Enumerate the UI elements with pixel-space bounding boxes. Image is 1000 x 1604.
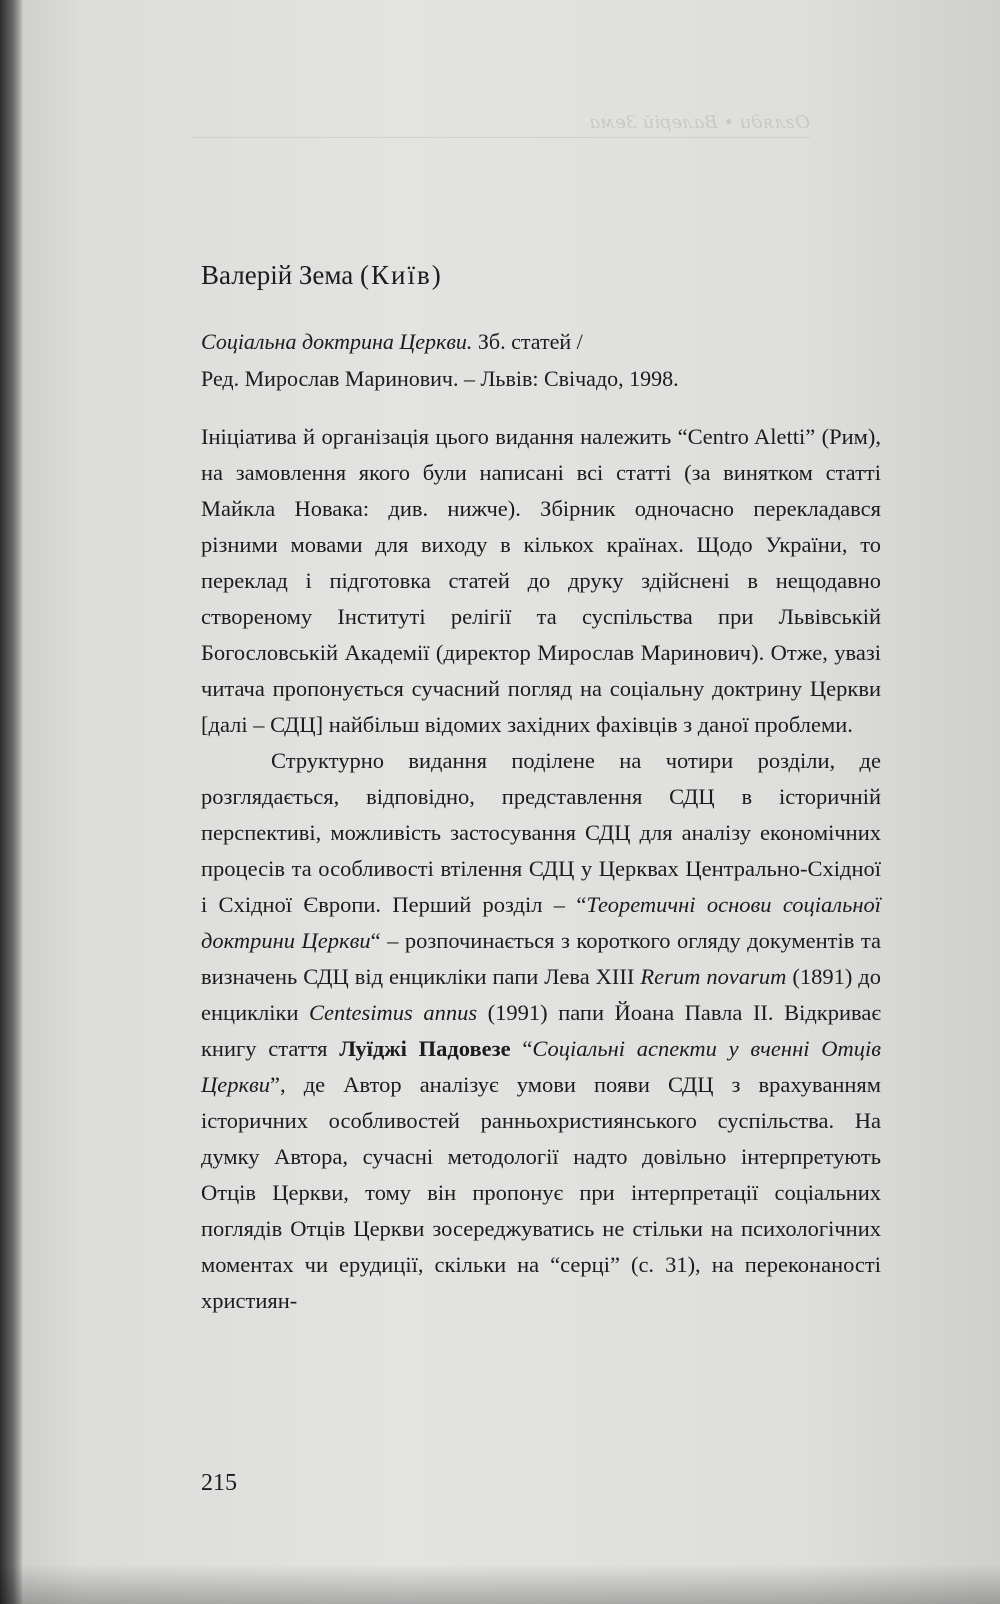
book-spine-shadow	[0, 0, 22, 1604]
book-title: Соціальна доктрина Церкви.	[201, 329, 473, 355]
encyclical-centesimus-annus: Centesimus annus	[309, 1000, 478, 1026]
author-name: Валерій Зема	[201, 260, 354, 290]
structure-text-6: ”, де Автор аналізує умови появи СДЦ з врахуванням історичних особливостей ранньохристиянського суспільства. На думку Автора, сучасні методології надто довільно інтерпретують Отців Церкви, тому він пропонує при інтерпретації соціальних поглядів Отців Церкви зосереджуватись не стільки на психологічних моментах чи ерудиції, скільки на “серці” (с. 31), на переконаності християн-	[201, 1072, 881, 1314]
author-city: (Київ)	[360, 260, 443, 290]
article-author: Луїджі Падовезе	[339, 1036, 511, 1062]
review-author	[201, 258, 881, 293]
article-title: Соціальні аспекти у вченні Отців Церкви	[201, 1036, 881, 1098]
page-number: 215	[201, 1470, 237, 1496]
review-content	[201, 258, 881, 1319]
structure-text-5: “	[510, 1036, 533, 1062]
structure-text-2: “ – розпочинається з короткого огляду документів та визначень СДЦ від енцикліки папи Лева XIII	[201, 928, 881, 990]
page-bottom-shadow	[0, 1564, 1000, 1604]
book-editor-publisher: Ред. Мирослав Маринович. – Львів: Свічадо, 1998.	[201, 366, 679, 392]
structure-text-4: (1991) папи Йоана Павла II. Відкриває книгу стаття	[201, 1000, 882, 1062]
paragraph-structure	[201, 743, 881, 1319]
structure-text-3: (1891) до енцикліки	[201, 964, 882, 1026]
encyclical-rerum-novarum: Rerum novarum	[640, 964, 787, 990]
bleed-through-header: Огляди • Валерій Зема	[190, 112, 810, 138]
book-reference	[201, 323, 881, 397]
structure-text-1: Структурно видання поділене на чотири розділи, де розглядається, відповідно, представлення СДЦ в історичній перспективі, можливість застосування СДЦ для аналізу економічних процесів та особливості втілення СДЦ у Церквах Центрально-Східної і Східної Європи. Перший розділ – “	[201, 748, 881, 918]
paragraph-intro: Ініціатива й організація цього видання належить “Centro Aletti” (Рим), на замовлення якого були написані всі статті (за винятком статті Майкла Новака: див. нижче). Збірник одночасно перекладався різними мовами для виходу в кількох країнах. Щодо України, то переклад і підготовка статей до друку здійснені в нещодавно створеному Інституті релігії та суспільства при Львівській Богословській Академії (директор Мирослав Маринович). Отже, увазі читача пропонується сучасний погляд на соціальну доктрину Церкви [далі – СДЦ] найбільш відомих західних фахівців з даної проблеми.	[201, 424, 881, 738]
section-title: Теоретичні основи соціальної доктрини Церкви	[201, 892, 881, 954]
book-collection: Зб. статей /	[472, 329, 583, 355]
